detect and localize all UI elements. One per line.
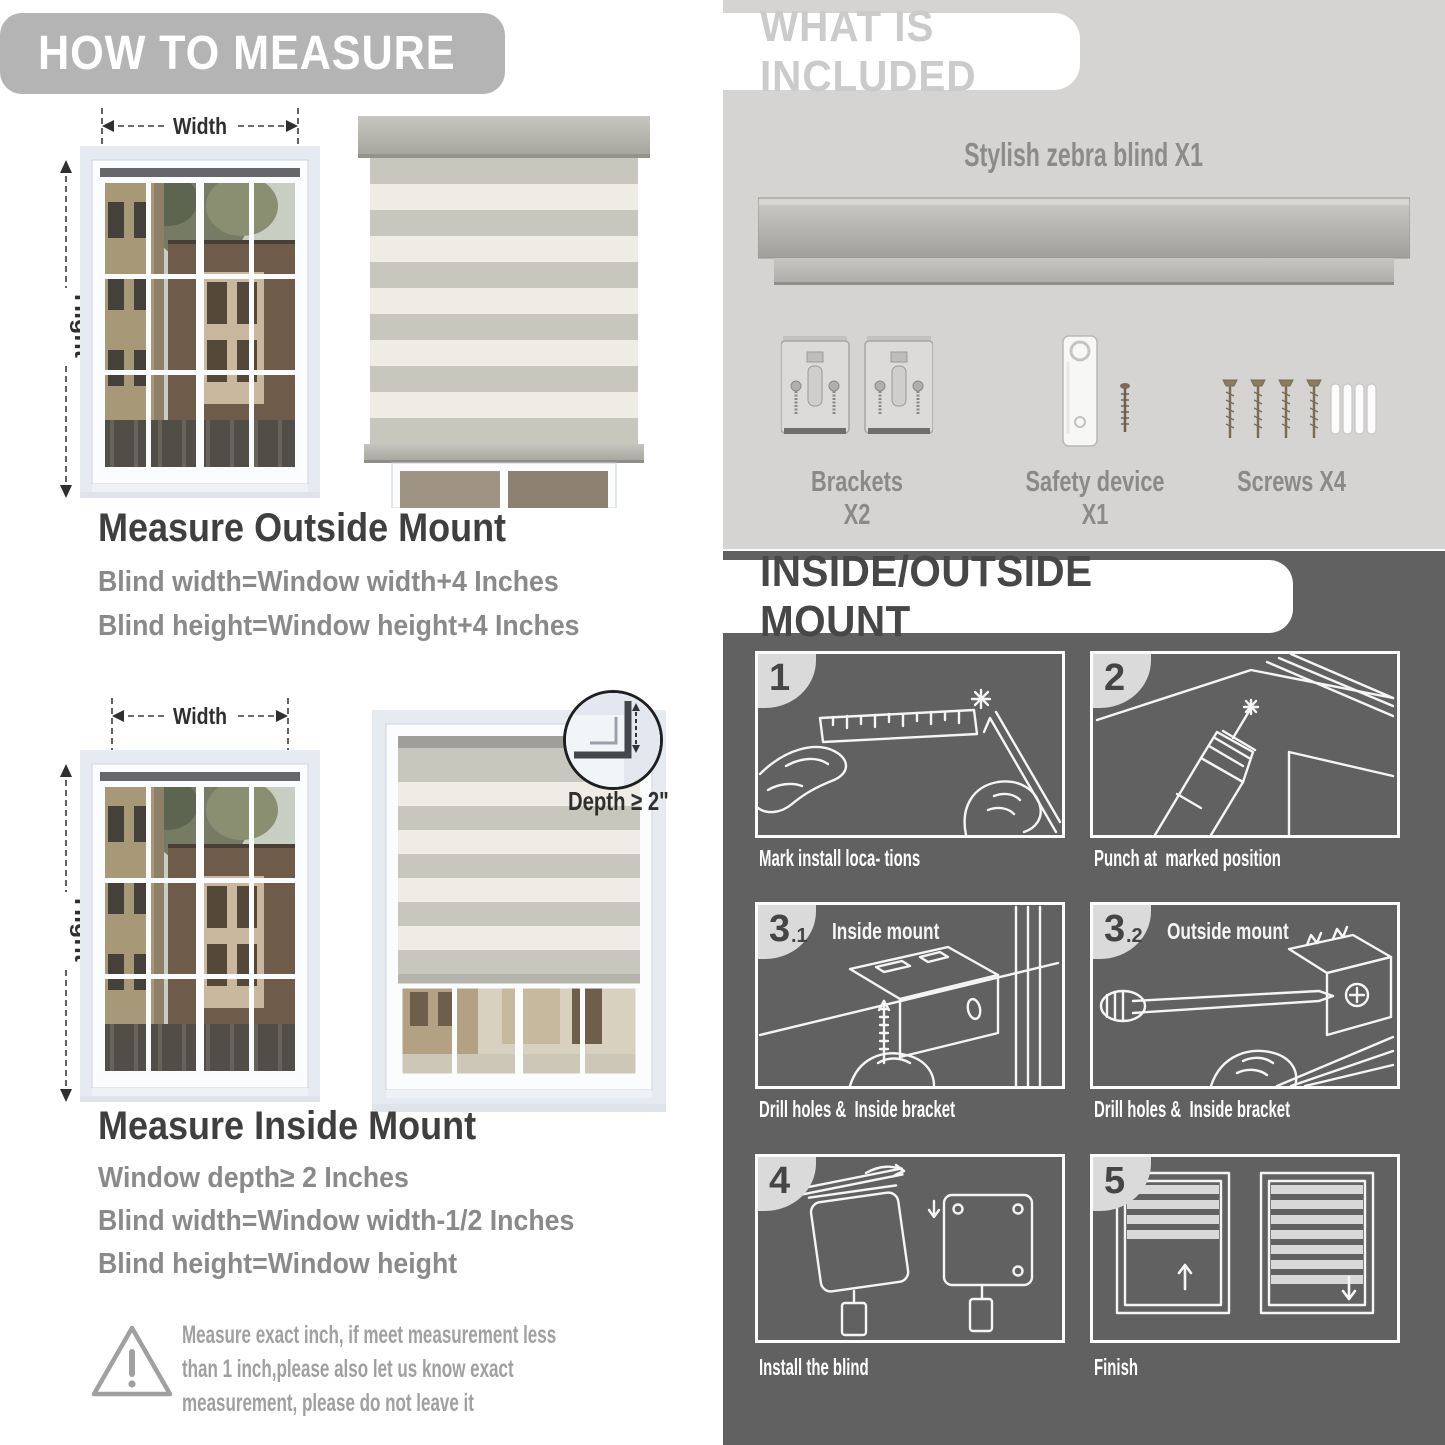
measure-note-line-2: than 1 inch,please also let us know exact [182, 1355, 514, 1383]
measure-note-line-3: measurement, please do not leave it [182, 1389, 474, 1417]
width-label: Width [173, 703, 227, 729]
outside-mount-title: Measure Outside Mount [98, 506, 507, 550]
outside-mount-rule-1: Blind width=Window width+4 Inches [98, 566, 559, 598]
mount-header [723, 546, 1293, 646]
step-3-1-title: Inside mount [832, 918, 940, 944]
depth-label: Depth ≥ 2" [568, 786, 669, 816]
measure-note-line-1: Measure exact inch, if meet measurement less [182, 1321, 557, 1349]
depth-detail-circle [563, 690, 663, 790]
safety-device-image [1055, 334, 1151, 450]
inside-mount-window-figure [50, 690, 352, 1110]
inside-mount-rule-2: Blind width=Window width-1/2 Inches [98, 1205, 575, 1237]
window-photo [80, 750, 320, 1102]
window-below-blind [398, 984, 640, 1078]
zebra-stripes [370, 158, 638, 444]
inside-mount-title: Measure Inside Mount [98, 1104, 477, 1148]
step-2-panel [1090, 651, 1400, 838]
outside-mount-window-figure [50, 102, 352, 506]
outside-mount-rule-2: Blind height=Window height+4 Inches [98, 610, 580, 642]
safety-device-label: Safety device X1 [1025, 466, 1165, 531]
screws-image [1221, 376, 1377, 446]
what-is-included-header [723, 1, 1080, 101]
step-3-1-panel [755, 902, 1065, 1089]
window-below-blind [392, 463, 616, 508]
headrail-image [758, 196, 1410, 292]
step-4-caption: Install the blind [759, 1354, 869, 1380]
step-4-badge: 4 [758, 1157, 816, 1211]
how-to-measure-header [0, 13, 505, 94]
step-1-badge: 1 [758, 654, 816, 708]
step-1-panel [755, 651, 1065, 838]
mount-instructions-section [723, 546, 1445, 1445]
step-3-2-badge: 3 .2 [1093, 905, 1151, 959]
brackets-label: Brackets X2 [811, 466, 903, 531]
mount-header-title: INSIDE/OUTSIDE MOUNT [760, 546, 1093, 646]
width-label: Width [173, 113, 227, 139]
what-is-included-title: WHAT IS INCLUDED [760, 1, 977, 101]
warning-triangle-icon [90, 1322, 174, 1402]
window-corner-detail [566, 693, 660, 787]
step-2-badge: 2 [1093, 654, 1151, 708]
step-3-2-title: Outside mount [1167, 918, 1289, 944]
step-5-caption: Finish [1094, 1354, 1139, 1380]
inside-mount-rule-3: Blind height=Window height [98, 1248, 458, 1280]
step-3-2-panel [1090, 902, 1400, 1089]
step-2-caption: Punch at marked position [1094, 845, 1281, 871]
step-5-panel [1090, 1154, 1400, 1343]
step-3-1-caption: Drill holes & Inside bracket [759, 1096, 956, 1122]
inside-mount-rule-1: Window depth≥ 2 Inches [98, 1162, 409, 1194]
how-to-measure-title: HOW TO MEASURE [38, 27, 456, 80]
step-5-badge: 5 [1093, 1157, 1151, 1211]
what-is-included-section [723, 0, 1445, 549]
step-3-1-badge: 3 .1 [758, 905, 816, 959]
window-photo [80, 146, 320, 498]
step-3-2-caption: Drill holes & Inside bracket [1094, 1096, 1291, 1122]
screws-label: Screws X4 [1237, 466, 1347, 498]
brackets-image [781, 336, 933, 442]
step-4-panel [755, 1154, 1065, 1343]
blind-item-label: Stylish zebra blind X1 [964, 136, 1204, 173]
outside-mount-blind-figure [358, 110, 650, 508]
step-1-caption: Mark install loca- tions [759, 845, 921, 871]
